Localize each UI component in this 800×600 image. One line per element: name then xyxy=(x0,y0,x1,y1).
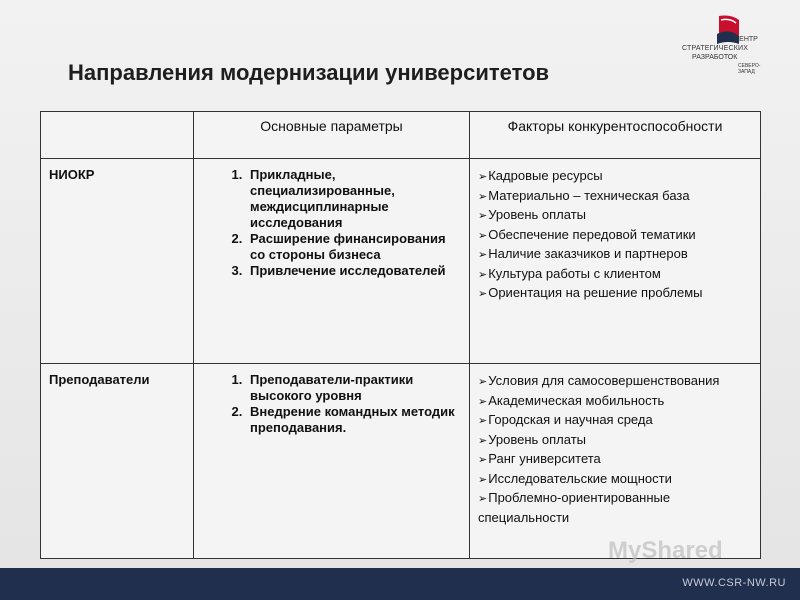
list-item: ➢Исследовательские мощности xyxy=(478,470,672,486)
list-item: ➢Материально – техническая база xyxy=(478,187,690,203)
watermark: MyShared xyxy=(608,537,723,564)
row-label-rnd: НИОКР xyxy=(41,159,194,364)
list-item: ➢Культура работы с клиентом xyxy=(478,265,661,281)
list-item: ➢Обеспечение передовой тематики xyxy=(478,226,696,242)
arrow-bullet-icon: ➢ xyxy=(478,415,488,427)
list-item: 1. Прикладные, специализированные, междисциплинарные исследования xyxy=(246,167,461,231)
arrow-bullet-icon: ➢ xyxy=(478,268,488,281)
list-item: 1. Преподаватели-практики высокого уровня xyxy=(246,372,461,404)
arrow-bullet-icon: ➢ xyxy=(478,473,488,486)
header-cell-parameters: Основные параметры xyxy=(194,112,470,159)
arrow-bullet-icon: ➢ xyxy=(478,171,488,183)
list-item: 2. Расширение финансирования со стороны бизнеса xyxy=(246,231,461,263)
footer-bar xyxy=(0,568,800,600)
logo-text-developments: РАЗРАБОТОК xyxy=(692,54,738,61)
arrow-bullet-icon: ➢ xyxy=(478,493,488,505)
factors-cell xyxy=(470,364,761,559)
header-cell-empty xyxy=(41,112,194,159)
list-item: ➢Ранг университета xyxy=(478,451,601,466)
arrow-bullet-icon: ➢ xyxy=(478,210,488,222)
params-cell xyxy=(194,159,470,364)
logo-text-centre: ЦЕНТР xyxy=(734,36,758,43)
list-item: ➢Ориентация на решение проблемы xyxy=(478,285,703,300)
slide-title: Направления модернизации университетов xyxy=(68,60,550,85)
table-row xyxy=(41,364,761,559)
list-item: 2. Внедрение командных методик преподавания. xyxy=(246,404,461,436)
factors-cell xyxy=(470,159,761,364)
params-list xyxy=(202,372,461,436)
list-item: ➢Кадровые ресурсы xyxy=(478,168,603,183)
table-row xyxy=(41,159,761,364)
params-list xyxy=(202,167,461,279)
row-label-teachers: Преподаватели xyxy=(41,364,194,559)
organization-logo xyxy=(672,14,772,75)
arrow-bullet-icon: ➢ xyxy=(478,434,488,447)
logo-text-strategic: СТРАТЕГИЧЕСКИХ xyxy=(682,45,749,52)
list-item: 3. Привлечение исследователей xyxy=(246,263,461,279)
arrow-bullet-icon: ➢ xyxy=(478,229,488,242)
list-item: ➢Проблемно-ориентированные специальности xyxy=(478,490,671,525)
list-item: ➢Уровень оплаты xyxy=(478,431,587,447)
footer-url[interactable]: WWW.CSR-NW.RU xyxy=(682,577,786,589)
arrow-bullet-icon: ➢ xyxy=(478,190,488,203)
header-cell-factors: Факторы конкурентоспособности xyxy=(470,112,761,159)
factors-list xyxy=(478,372,752,526)
list-item: ➢Уровень оплаты xyxy=(478,207,587,222)
list-item: ➢Наличие заказчиков и партнеров xyxy=(478,246,688,261)
arrow-bullet-icon: ➢ xyxy=(478,454,488,466)
arrow-bullet-icon: ➢ xyxy=(478,376,488,388)
arrow-bullet-icon: ➢ xyxy=(478,288,488,300)
factors-list xyxy=(478,167,752,304)
arrow-bullet-icon: ➢ xyxy=(478,395,488,408)
list-item: ➢Условия для самосовершенствования xyxy=(478,373,720,388)
list-item: ➢Академическая мобильность xyxy=(478,392,665,408)
modernization-table xyxy=(40,111,761,559)
params-cell xyxy=(194,364,470,559)
logo-text-northwest: СЕВЕРО-ЗАПАД xyxy=(738,63,761,75)
table-header-row xyxy=(41,112,761,159)
arrow-bullet-icon: ➢ xyxy=(478,249,488,261)
list-item: ➢Городская и научная среда xyxy=(478,412,653,427)
